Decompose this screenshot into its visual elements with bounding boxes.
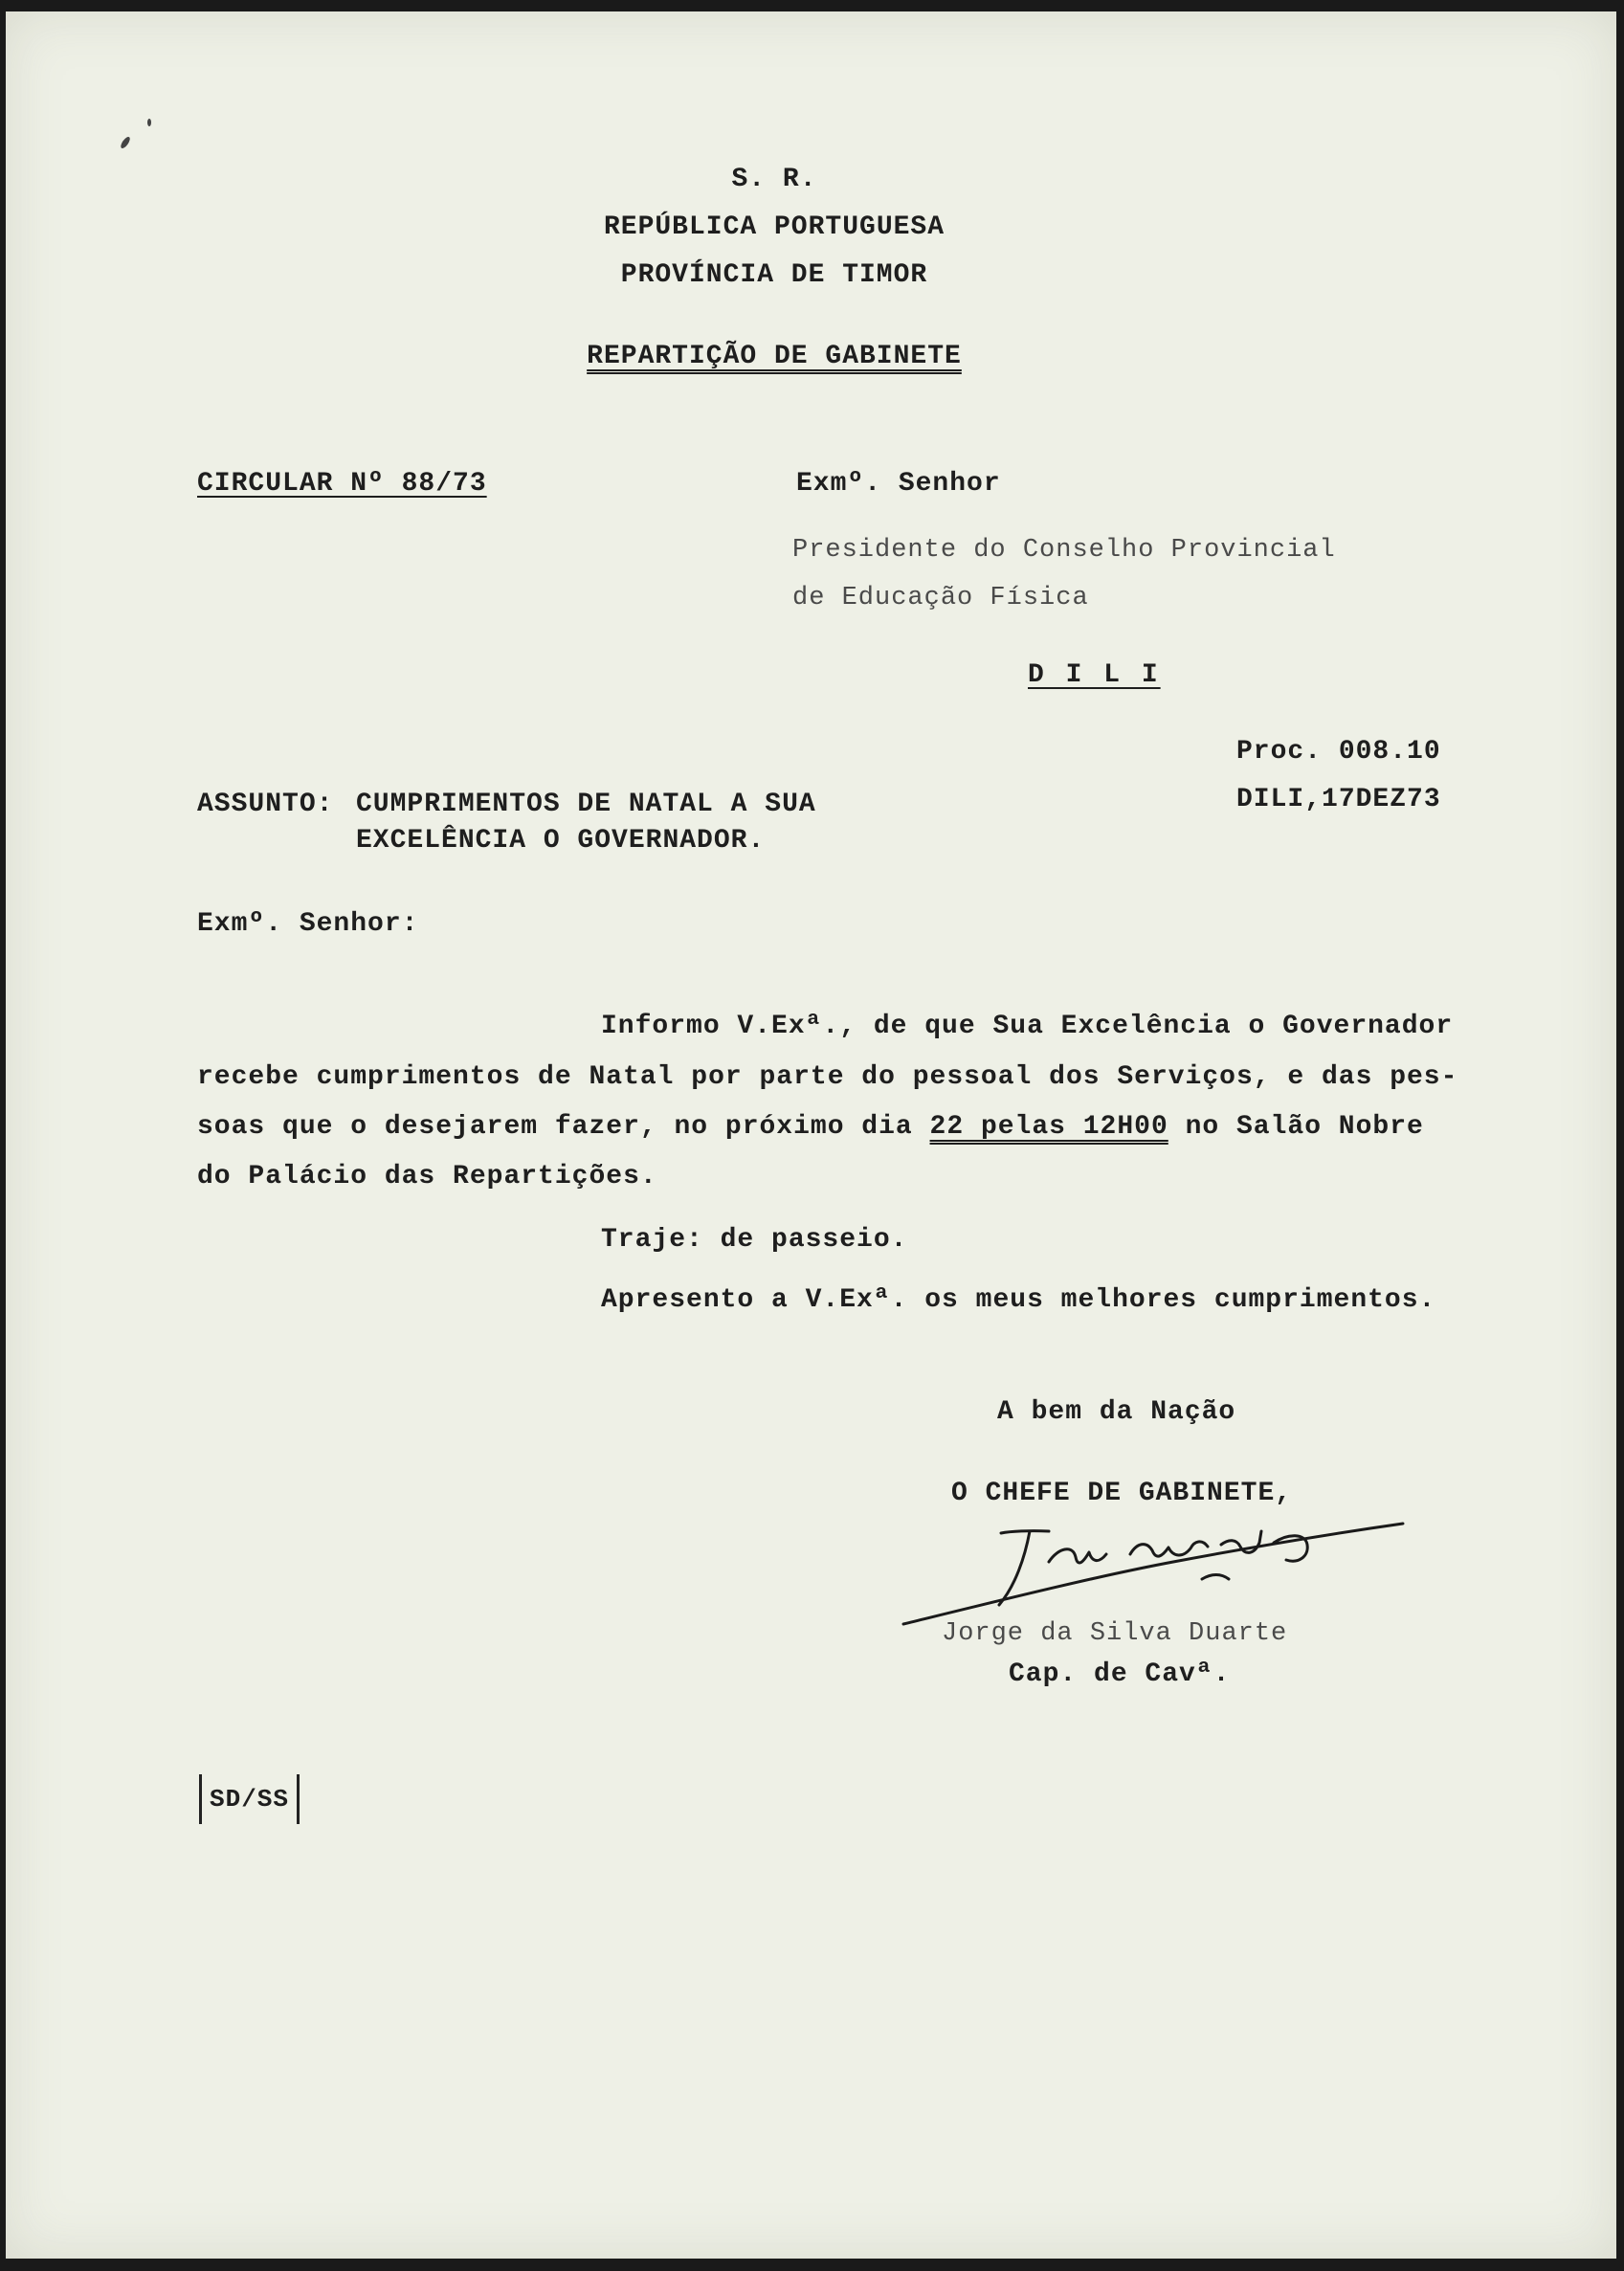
- circular-number: CIRCULAR Nº 88/73: [197, 469, 487, 499]
- body-line-4: do Palácio das Repartições.: [197, 1162, 657, 1191]
- recipient-salutation: Exmº. Senhor: [796, 469, 1001, 499]
- subject-label: ASSUNTO:: [197, 790, 334, 819]
- process-reference: Proc. 008.10: [1236, 737, 1441, 767]
- document-page: [6, 11, 1616, 2259]
- header-department: REPARTIÇÃO DE GABINETE: [587, 342, 962, 371]
- recipient-city: D I L I: [1028, 660, 1161, 690]
- event-time-highlight: 22 pelas 12H00: [929, 1112, 1168, 1142]
- handwritten-signature: [886, 1504, 1422, 1638]
- closing-line: Apresento a V.Exª. os meus melhores cumprimentos.: [601, 1285, 1436, 1315]
- body-line-3-start: soas que o desejarem fazer, no próximo dia: [197, 1112, 930, 1142]
- subject-line-1: CUMPRIMENTOS DE NATAL A SUA: [356, 790, 816, 819]
- body-line-3: [197, 1112, 1424, 1142]
- body-line-1: Informo V.Exª., de que Sua Excelência o Governador: [601, 1012, 1454, 1041]
- body-line-3-end: no Salão Nobre: [1168, 1112, 1424, 1142]
- typist-initials: SD/SS: [199, 1774, 300, 1824]
- greeting: Exmº. Senhor:: [197, 909, 419, 939]
- paper-mark: [120, 136, 132, 150]
- signatory-name: Jorge da Silva Duarte: [942, 1619, 1288, 1648]
- paper-mark: [147, 119, 151, 126]
- attire-note: Traje: de passeio.: [601, 1225, 908, 1255]
- subject-line-2: EXCELÊNCIA O GOVERNADOR.: [356, 826, 766, 856]
- header-sr: S. R.: [731, 165, 817, 194]
- signatory-rank: Cap. de Cavª.: [1009, 1659, 1231, 1689]
- signoff-title: O CHEFE DE GABINETE,: [951, 1479, 1293, 1508]
- recipient-line-1: Presidente do Conselho Provincial: [792, 536, 1336, 565]
- header-province: PROVÍNCIA DE TIMOR: [620, 260, 928, 290]
- body-line-2: recebe cumprimentos de Natal por parte do pessoal dos Serviços, e das pes-: [197, 1062, 1458, 1092]
- signoff-motto: A bem da Nação: [997, 1397, 1236, 1427]
- document-date: DILI,17DEZ73: [1236, 785, 1441, 814]
- recipient-line-2: de Educação Física: [792, 584, 1089, 612]
- header-republic: REPÚBLICA PORTUGUESA: [603, 212, 945, 242]
